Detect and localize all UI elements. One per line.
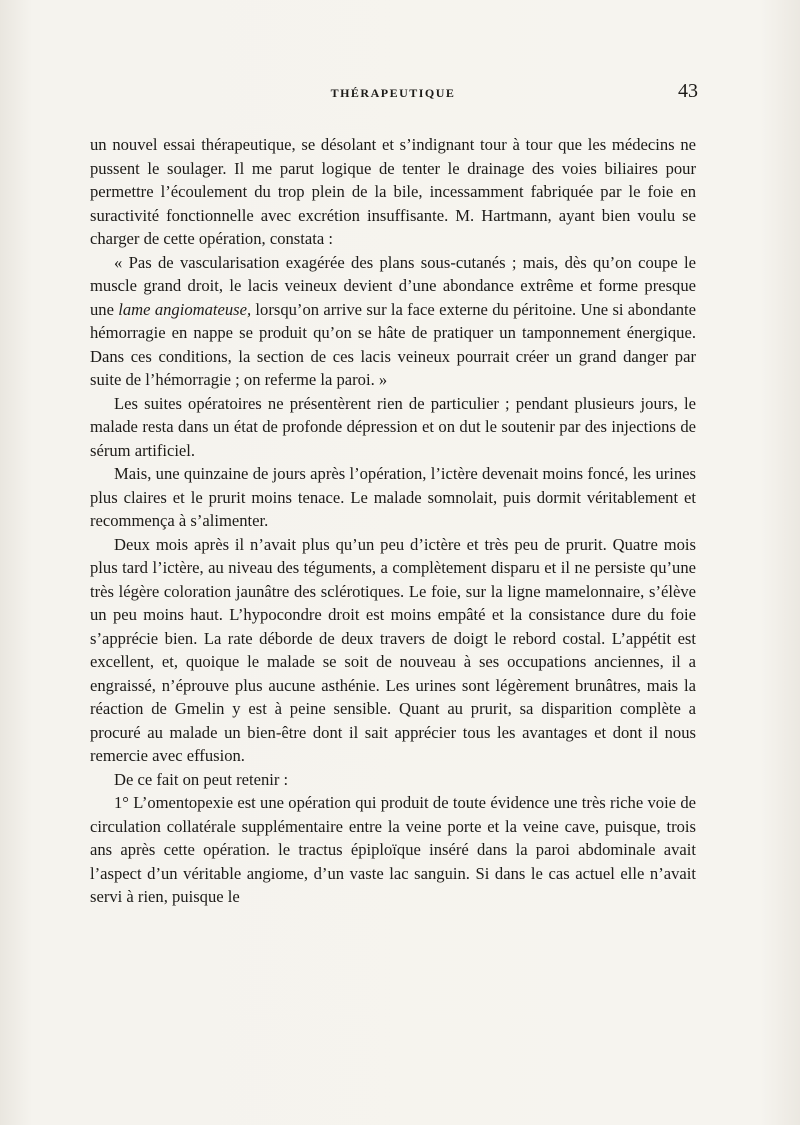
quote-text-start: « Pas de vascularisation exagérée des plans sous-cutanés ; mais, dès qu’on coupe le muscle grand droit, le lacis veineux devient d’une abondance extrême et forme presque une <box>90 252 696 319</box>
running-head: THÉRAPEUTIQUE <box>330 86 456 100</box>
page-header <box>88 80 698 106</box>
page-number: 43 <box>678 80 698 102</box>
paragraph-7: 1° L’omentopexie est une opération qui produit de toute évidence une très riche voie de circulation collatérale supplémentaire entre la veine porte et la veine cave, puisque, trois ans après cette opération. le tractus épiploïque inséré dans la paroi abdominale avait l’aspect d’un véritable angiome, d’un vaste lac sanguin. Si dans le cas actuel elle n’avait servi à rien, puisque le <box>90 793 696 906</box>
quote-emphasis: lame angiomateuse, <box>118 299 252 319</box>
paragraph-6: De ce fait on peut retenir : <box>114 769 289 789</box>
paragraph-quote <box>90 251 696 392</box>
paragraph-3: Les suites opératoires ne présentèrent rien de particulier ; pendant plusieurs jours, le malade resta dans un état de profonde dépression et on dut le soutenir par des injections de sérum artificiel. <box>90 393 696 460</box>
paragraph-5: Deux mois après il n’avait plus qu’un peu d’ictère et très peu de prurit. Quatre mois plus tard l’ictère, au niveau des téguments, a complètement disparu et il ne persiste qu’une très légère coloration jaunâtre des sclérotiques. Le foie, sur la ligne mamelonnaire, s’élève un peu moins haut. L’hypocondre droit est moins empâté et la consistance dure du foie s’apprécie bien. La rate déborde de deux travers de doigt le rebord costal. L’appétit est excellent, et, quoique le malade se soit de nouveau à ses occupations anciennes, il a engraissé, n’éprouve plus aucune asthénie. Les urines sont légèrement brunâtres, mais la réaction de Gmelin y est à peine sensible. Quant au prurit, sa disparition complète a procuré au malade un bien-être dont il sait apprécier tous les avantages et dont il nous remercie avec effusion. <box>90 534 696 765</box>
paragraph-4: Mais, une quinzaine de jours après l’opération, l’ictère devenait moins foncé, les urines plus claires et le prurit moins tenace. Le malade somnolait, puis dormit véritablement et recommença à s’alimenter. <box>90 464 696 530</box>
body-text <box>90 133 696 909</box>
paragraph-1: un nouvel essai thérapeutique, se désolant et s’indignant tour à tour que les médecins ne pussent le soulager. Il me parut logique de tenter le drainage des voies biliaires pour permettre l’écoulement du trop plein de la bile, incessamment fabriquée par le foie en suractivité fonctionnelle avec excrétion insuffisante. M. Hartmann, ayant bien voulu se charger de cette opération, constata : <box>90 135 696 248</box>
quote-text-end: lorsqu’on arrive sur la face externe du péritoine. Une si abondante hémorragie en nappe se produit qu’on se hâte de pratiquer un tamponnement énergique. Dans ces conditions, la section de ces lacis veineux pourrait créer un grand danger par suite de l’hémorragie ; on referme la paroi. » <box>90 299 696 389</box>
